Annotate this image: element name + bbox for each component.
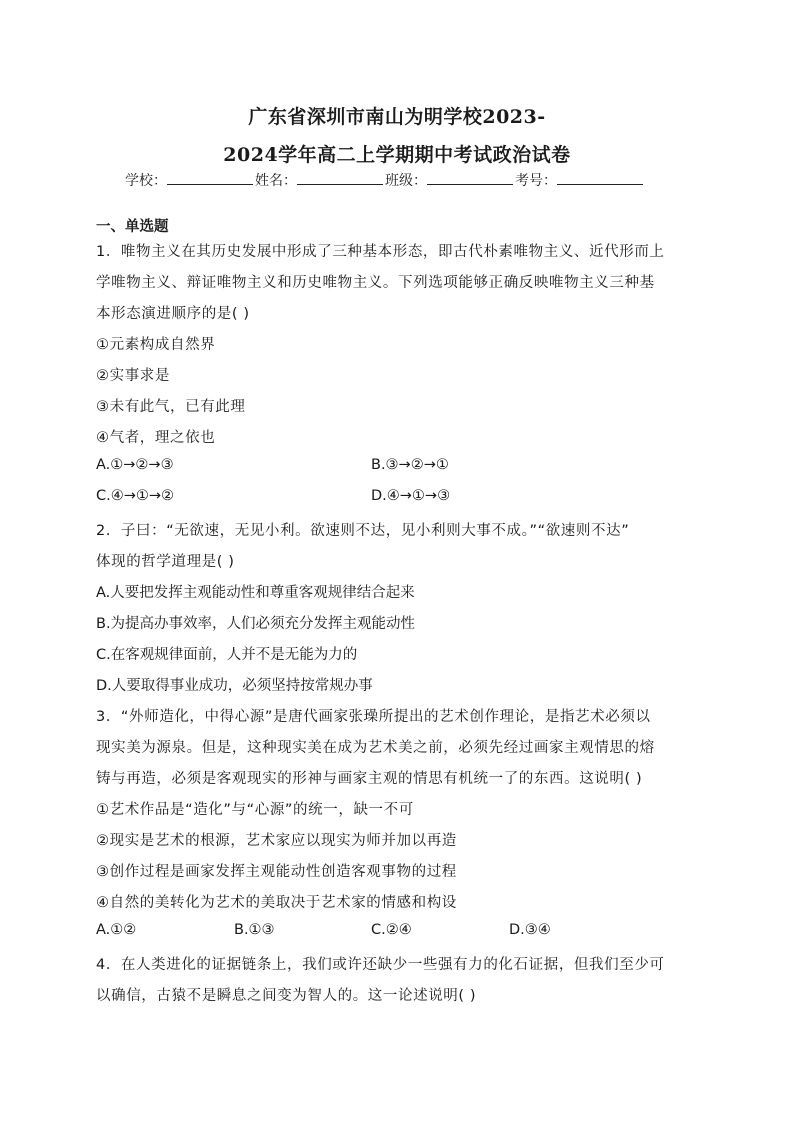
q3-item-1: ①艺术作品是“造化”与“心源”的统一，缺一不可 xyxy=(96,802,414,818)
q2-option-c[interactable]: C.在客观规律面前，人并不是无能为力的 xyxy=(96,647,358,663)
q4-line-2: 以确信，古猿不是瞬息之间变为智人的。这一论述说明( ) xyxy=(96,988,477,1004)
q1-option-a[interactable]: A.①→②→③ xyxy=(96,457,174,473)
q4-line-1: 4．在人类进化的证据链条上，我们或许还缺少一些强有力的化石证据，但我们至少可 xyxy=(96,957,665,973)
class-blank[interactable] xyxy=(427,170,513,185)
q3-line-1: 3．“外师造化，中得心源”是唐代画家张璪所提出的艺术创作理论，是指艺术必须以 xyxy=(96,709,651,725)
q2-option-a[interactable]: A.人要把发挥主观能动性和尊重客观规律结合起来 xyxy=(96,585,415,601)
q1-item-2: ②实事求是 xyxy=(96,368,170,384)
q2-line-1: 2．子曰：“无欲速，无见小利。欲速则不达，见小利则大事不成。”“欲速则不达” xyxy=(96,523,630,539)
school-field xyxy=(125,170,255,190)
q1-item-1: ①元素构成自然界 xyxy=(96,337,216,353)
name-field xyxy=(255,170,385,190)
q3-option-c[interactable]: C.②④ xyxy=(371,922,412,938)
exam-number-field xyxy=(515,170,645,190)
q1-option-b[interactable]: B.③→②→① xyxy=(371,457,449,473)
name-label: 姓名： xyxy=(255,173,297,189)
student-info-row xyxy=(125,170,645,190)
q1-item-3: ③未有此气，已有此理 xyxy=(96,399,246,415)
q2-option-b[interactable]: B.为提高办事效率，人们必须充分发挥主观能动性 xyxy=(96,616,416,632)
q3-item-4: ④自然的美转化为艺术的美取决于艺术家的情感和构设 xyxy=(96,895,457,911)
q1-item-4: ④气者，理之依也 xyxy=(96,430,216,446)
exam-title-line-1: 广东省深圳市南山为明学校2023- xyxy=(248,106,546,128)
name-blank[interactable] xyxy=(297,170,383,185)
q3-line-3: 铸与再造，必须是客观现实的形神与画家主观的情思有机统一了的东西。这说明( ) xyxy=(96,771,643,787)
q1-option-c[interactable]: C.④→①→② xyxy=(96,488,175,504)
school-blank[interactable] xyxy=(167,170,253,185)
class-field xyxy=(385,170,515,190)
q2-line-2: 体现的哲学道理是( ) xyxy=(96,554,235,570)
q3-line-2: 现实美为源泉。但是，这种现实美在成为艺术美之前，必须先经过画家主观情思的熔 xyxy=(96,740,655,756)
class-label: 班级： xyxy=(385,173,427,189)
q1-line-1: 1．唯物主义在其历史发展中形成了三种基本形态，即古代朴素唯物主义、近代形而上 xyxy=(96,244,665,260)
q3-item-3: ③创作过程是画家发挥主观能动性创造客观事物的过程 xyxy=(96,864,457,880)
q1-line-2: 学唯物主义、辩证唯物主义和历史唯物主义。下列选项能够正确反映唯物主义三种基 xyxy=(96,275,655,291)
q3-option-b[interactable]: B.①③ xyxy=(234,922,275,938)
q1-option-d[interactable]: D.④→①→③ xyxy=(371,488,451,504)
section-title: 一、单选题 xyxy=(96,219,169,235)
exam-number-blank[interactable] xyxy=(557,170,643,185)
exam-number-label: 考号： xyxy=(515,173,557,189)
q3-item-2: ②现实是艺术的根源，艺术家应以现实为师并加以再造 xyxy=(96,833,457,849)
school-label: 学校： xyxy=(125,173,167,189)
q3-option-d[interactable]: D.③④ xyxy=(509,922,551,938)
q3-option-a[interactable]: A.①② xyxy=(96,922,137,938)
q2-option-d[interactable]: D.人要取得事业成功，必须坚持按常规办事 xyxy=(96,678,373,694)
q1-line-3: 本形态演进顺序的是( ) xyxy=(96,306,250,322)
exam-title-line-2: 2024学年高二上学期期中考试政治试卷 xyxy=(223,144,571,166)
